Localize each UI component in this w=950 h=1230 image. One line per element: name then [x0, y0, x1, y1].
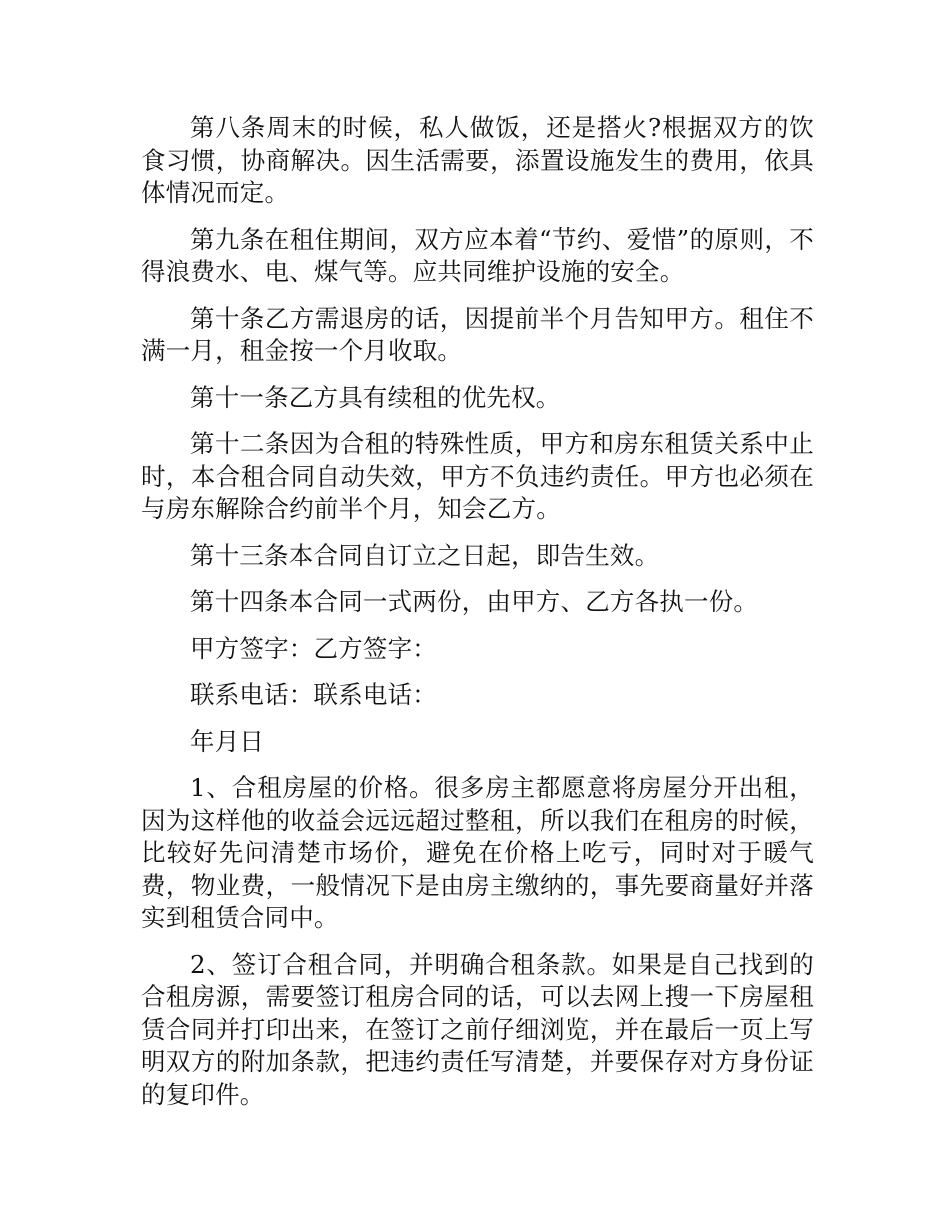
clause-12: 第十二条因为合租的特殊性质，甲方和房东租赁关系中止时，本合租合同自动失效，甲方不负违约责任。甲方也必须在与房东解除合约前半个月，知会乙方。	[141, 429, 814, 523]
clause-14: 第十四条本合同一式两份，由甲方、乙方各执一份。	[190, 587, 759, 616]
date-line: 年月日	[190, 726, 265, 756]
clause-13: 第十三条本合同自订立之日起，即告生效。	[190, 540, 660, 570]
tip-2-contract: 2、签订合租合同，并明确合租条款。如果是自己找到的合租房源，需要签订租房合同的话，可以去网上搜一下房屋租赁合同并打印出来，在签订之前仔细浏览，并在最后一页上写明双方的附加条款，把违约责任写清楚，并要保存对方身份证的复印件。	[141, 949, 814, 1109]
clause-10: 第十条乙方需退房的话，因提前半个月告知甲方。租住不满一月，租金按一个月收取。	[141, 303, 814, 365]
tip-1-price: 1、合租房屋的价格。很多房主都愿意将房屋分开出租，因为这样他的收益会远远超过整租，所以我们在租房的时候，比较好先问清楚市场价，避免在价格上吃亏，同时对于暖气费，物业费，一般情况下是由房主缴纳的，事先要商量好并落实到租赁合同中。	[141, 773, 814, 932]
signature-line: 甲方签字：乙方签字：	[190, 633, 437, 663]
clause-8: 第八条周末的时候，私人做饭，还是搭火?根据双方的饮食习惯，协商解决。因生活需要，添置设施发生的费用，依具体情况而定。	[141, 113, 814, 207]
phone-line: 联系电话：联系电话：	[190, 680, 437, 709]
clause-9: 第九条在租住期间，双方应本着“节约、爱惜”的原则，不得浪费水、电、煤气等。应共同维护设施的安全。	[141, 224, 814, 286]
clause-11: 第十一条乙方具有续租的优先权。	[190, 382, 561, 412]
